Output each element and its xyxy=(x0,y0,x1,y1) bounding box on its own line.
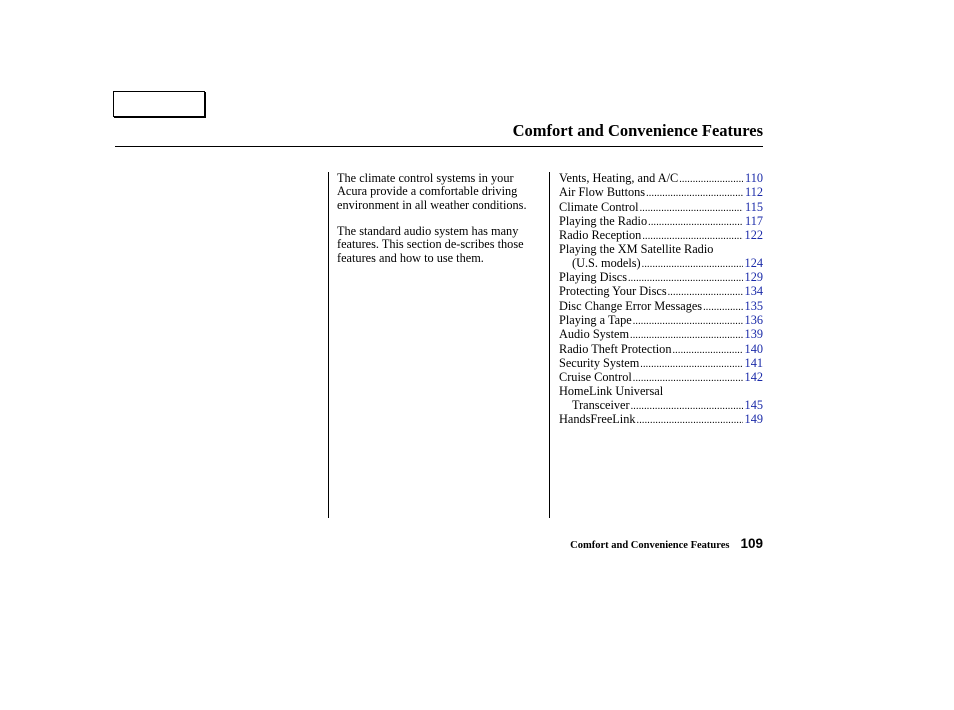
toc-entry[interactable] xyxy=(559,314,763,328)
toc-entry-label: Air Flow Buttons xyxy=(559,185,646,200)
title-divider xyxy=(115,146,763,147)
toc-page-link[interactable]: 124 xyxy=(744,255,763,270)
footer-section-label: Comfort and Convenience Features xyxy=(570,540,730,551)
toc-page-link[interactable]: 136 xyxy=(744,312,763,327)
toc-entry-label: Playing Discs xyxy=(559,270,627,285)
toc-entry-label: HandsFreeLink xyxy=(559,412,636,427)
dot-leader xyxy=(633,372,743,385)
toc-page-link[interactable]: 112 xyxy=(745,185,763,200)
toc-entry-label: HomeLink Universal xyxy=(559,384,664,399)
toc-page-link[interactable]: 142 xyxy=(744,370,763,385)
dot-leader xyxy=(668,286,743,299)
dot-leader xyxy=(631,400,743,413)
toc-entry-label: Cruise Control xyxy=(559,370,632,385)
toc-page-link[interactable]: 140 xyxy=(744,341,763,356)
dot-leader xyxy=(630,329,743,342)
toc-entry[interactable] xyxy=(559,413,763,427)
column-divider-left xyxy=(328,172,329,518)
toc-entry-label-continued: Transceiver xyxy=(572,397,630,412)
page-title: Comfort and Convenience Features xyxy=(512,121,763,140)
toc-page-link[interactable]: 145 xyxy=(744,397,763,412)
toc-page-link[interactable]: 149 xyxy=(744,412,763,427)
dot-leader xyxy=(642,258,743,271)
main-menu-button[interactable] xyxy=(113,91,205,117)
dot-leader xyxy=(672,344,742,357)
toc-entry-label-continued: (U.S. models) xyxy=(572,255,641,270)
toc-page-link[interactable]: 117 xyxy=(745,213,763,228)
toc-page-link[interactable]: 129 xyxy=(744,270,763,285)
toc-entry[interactable] xyxy=(559,186,763,200)
dot-leader xyxy=(703,301,742,314)
toc-entry-label: Playing the Radio xyxy=(559,213,648,228)
toc-page-link[interactable]: 139 xyxy=(744,327,763,342)
toc-entry[interactable] xyxy=(559,328,763,342)
toc-page-link[interactable]: 110 xyxy=(745,171,763,185)
toc-entry-label: Vents, Heating, and A/C xyxy=(559,171,679,185)
toc-entry[interactable] xyxy=(559,229,763,243)
toc-page-link[interactable]: 141 xyxy=(744,355,763,370)
toc-entry-label: Security System xyxy=(559,355,640,370)
column-divider-right xyxy=(549,172,550,518)
intro-paragraph: The standard audio system has many features. This section de-scribes those features and how to use them. xyxy=(337,224,524,265)
dot-leader xyxy=(642,230,742,243)
toc-entry[interactable] xyxy=(559,201,763,215)
toc-entry-label: Climate Control xyxy=(559,199,639,214)
toc-page-link[interactable]: 115 xyxy=(745,199,763,214)
toc-entry[interactable] xyxy=(559,243,763,271)
page-footer xyxy=(570,536,763,551)
toc-entry[interactable] xyxy=(559,215,763,229)
toc-entry-label: Protecting Your Discs xyxy=(559,284,667,299)
toc-entry[interactable] xyxy=(559,285,763,299)
toc-entry-label: Radio Theft Protection xyxy=(559,341,672,356)
toc-entry[interactable] xyxy=(559,385,763,413)
toc-page-link[interactable]: 135 xyxy=(744,298,763,313)
table-of-contents xyxy=(559,172,763,427)
toc-page-link[interactable]: 134 xyxy=(744,284,763,299)
toc-entry[interactable] xyxy=(559,371,763,385)
toc-entry-label: Disc Change Error Messages xyxy=(559,298,703,313)
dot-leader xyxy=(679,173,743,186)
dot-leader xyxy=(640,358,742,371)
page-number: 109 xyxy=(740,536,763,551)
toc-entry-label: Playing a Tape xyxy=(559,312,632,327)
dot-leader xyxy=(637,414,743,427)
toc-entry-label: Playing the XM Satellite Radio xyxy=(559,242,714,257)
intro-paragraph: The climate control systems in your Acura provide a comfortable driving environment in all weather conditions. xyxy=(337,171,527,212)
toc-entry[interactable] xyxy=(559,300,763,314)
dot-leader xyxy=(646,187,743,200)
toc-entry[interactable] xyxy=(559,172,763,186)
toc-entry[interactable] xyxy=(559,357,763,371)
dot-leader xyxy=(648,216,743,229)
dot-leader xyxy=(633,315,743,328)
toc-entry[interactable] xyxy=(559,343,763,357)
intro-text xyxy=(337,172,542,278)
toc-page-link[interactable]: 122 xyxy=(744,228,763,243)
toc-entry-label: Audio System xyxy=(559,327,630,342)
toc-entry-label: Radio Reception xyxy=(559,228,642,243)
dot-leader xyxy=(640,202,743,215)
dot-leader xyxy=(628,272,743,285)
toc-entry[interactable] xyxy=(559,271,763,285)
